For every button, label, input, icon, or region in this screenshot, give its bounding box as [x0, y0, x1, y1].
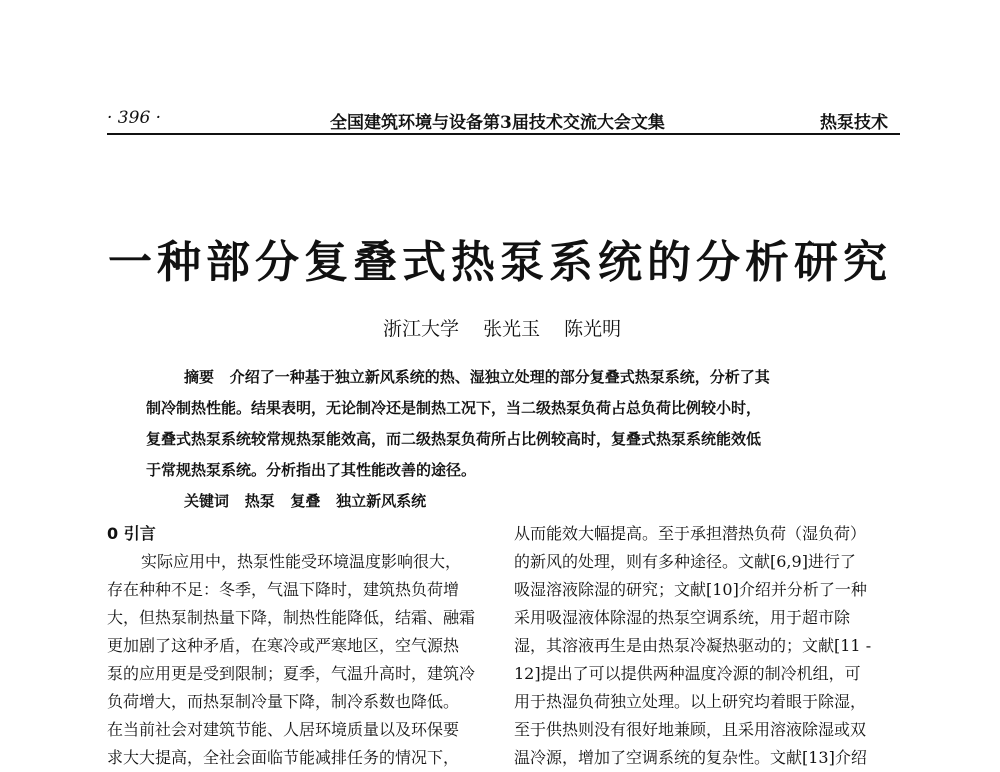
body-line: 求大大提高，全社会面临节能减排任务的情况下， [107, 748, 460, 767]
body-line: 负荷增大，而热泵制冷量下降，制冷系数也降低。 [107, 692, 460, 711]
right-column [514, 520, 900, 772]
body-line: 泵的应用更是受到限制；夏季，气温升高时，建筑冷 [107, 664, 476, 683]
abstract-line: 制冷制热性能。结果表明，无论制冷还是制热工况下，当二级热泵负荷占总负荷比例较小时， [146, 399, 762, 417]
body-line: 用于热湿负荷独立处理。以上研究均着眼于除湿， [514, 692, 867, 711]
body-line: 实际应用中，热泵性能受环境温度影响很大， [141, 552, 462, 571]
section-heading: 0 引言 [107, 524, 156, 543]
affiliation: 浙江大学 [383, 318, 460, 340]
body-line: 12]提出了可以提供两种温度冷源的制冷机组，可 [514, 664, 861, 683]
keyword: 独立新风系统 [336, 492, 427, 510]
keyword: 复叠 [290, 492, 321, 510]
body-line: 温冷源，增加了空调系统的复杂性。文献[13]介绍 [514, 748, 867, 767]
paper-title: 一种部分复叠式热泵系统的分析研究 [108, 237, 892, 288]
abstract-line: 复叠式热泵系统较常规热泵能效高，而二级热泵负荷所占比例较高时，复叠式热泵系统能效低 [146, 430, 762, 448]
body-line: 采用吸湿液体除湿的热泵空调系统，用于超市除 [514, 608, 851, 627]
author-name: 张光玉 [483, 318, 541, 340]
body-line: 湿，其溶液再生是由热泵冷凝热驱动的；文献[11 - [514, 636, 872, 655]
body-line: 大，但热泵制热量下降，制热性能降低，结霜、融霜 [107, 608, 476, 627]
proceedings-title: 全国建筑环境与设备第3届技术交流大会文集 [330, 113, 665, 133]
abstract-block [146, 362, 868, 517]
page-number: · 396 · [107, 108, 162, 128]
abstract-line: 于常规热泵系统。分析指出了其性能改善的途径。 [146, 461, 477, 479]
keywords-line [146, 486, 868, 517]
body-line: 吸湿溶液除湿的研究；文献[10]介绍并分析了一种 [514, 580, 867, 599]
body-line: 存在种种不足：冬季，气温下降时，建筑热负荷增 [107, 580, 460, 599]
body-line: 的新风的处理，则有多种途径。文献[6,9]进行了 [514, 552, 856, 571]
body-line: 更加剧了这种矛盾，在寒冷或严寒地区，空气源热 [107, 636, 460, 655]
left-column [107, 520, 493, 772]
abstract-text: 介绍了一种基于独立新风系统的热、湿独立处理的部分复叠式热泵系统，分析了其 [229, 368, 770, 386]
header-rule [107, 133, 900, 135]
section-name: 热泵技术 [820, 113, 888, 133]
author-line [383, 314, 621, 341]
running-header [107, 108, 900, 136]
keyword: 热泵 [244, 492, 275, 510]
body-line: 至于供热则没有很好地兼顾，且采用溶液除湿或双 [514, 720, 867, 739]
body-line: 从而能效大幅提高。至于承担潜热负荷（湿负荷） [514, 524, 867, 543]
abstract-label: 摘要 [184, 368, 215, 386]
author-name: 陈光明 [564, 318, 622, 340]
body-line: 在当前社会对建筑节能、人居环境质量以及环保要 [107, 720, 460, 739]
keywords-label: 关键词 [184, 492, 230, 510]
abstract-line [146, 362, 868, 393]
